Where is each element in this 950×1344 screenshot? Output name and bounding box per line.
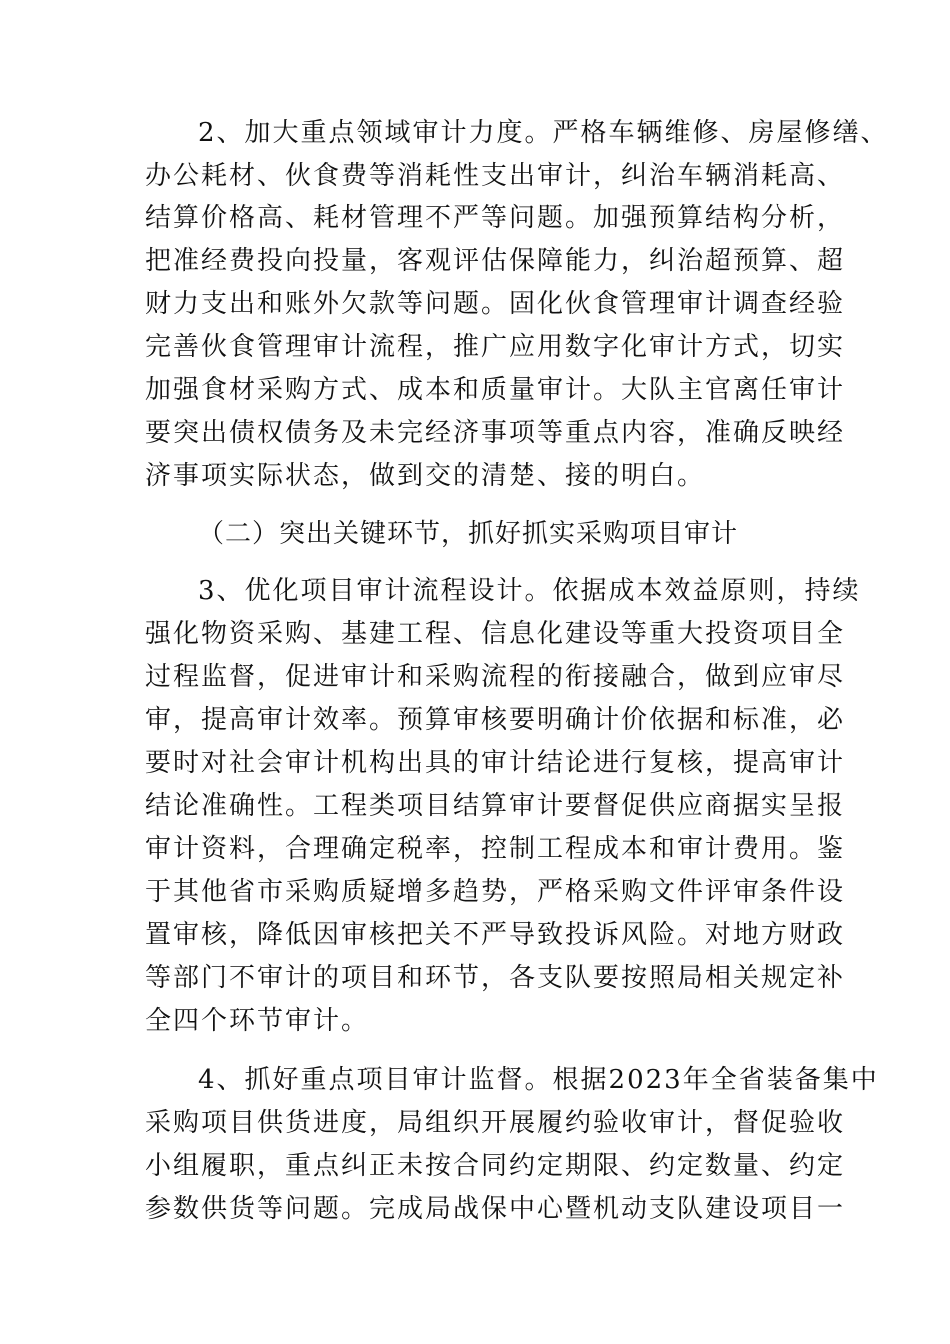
paragraph-4-line: 4、抓好重点项目审计监督。根据2023年全省装备集中	[198, 1065, 879, 1095]
paragraph-2-line: 要突出债权债务及未完经济事项等重点内容，准确反映经	[145, 418, 846, 448]
paragraph-3-line: 等部门不审计的项目和环节，各支队要按照局相关规定补	[145, 963, 846, 993]
paragraph-3-line: 审，提高审计效率。预算审核要明确计价依据和标准，必	[145, 705, 846, 735]
paragraph-2-line: 完善伙食管理审计流程，推广应用数字化审计方式，切实	[145, 332, 846, 362]
paragraph-3-line: 审计资料，合理确定税率，控制工程成本和审计费用。鉴	[145, 834, 846, 864]
paragraph-4-line: 小组履职，重点纠正未按合同约定期限、约定数量、约定	[145, 1151, 846, 1181]
paragraph-3-line: 要时对社会审计机构出具的审计结论进行复核，提高审计	[145, 748, 846, 778]
paragraph-3-line: 过程监督，促进审计和采购流程的衔接融合，做到应审尽	[145, 662, 846, 692]
paragraph-2-line: 把准经费投向投量，客观评估保障能力，纠治超预算、超	[145, 246, 846, 276]
paragraph-2-line: 办公耗材、伙食费等消耗性支出审计，纠治车辆消耗高、	[145, 161, 846, 191]
paragraph-3-line: 强化物资采购、基建工程、信息化建设等重大投资项目全	[145, 619, 846, 649]
paragraph-3-line: 置审核，降低因审核把关不严导致投诉风险。对地方财政	[145, 920, 846, 950]
paragraph-3-line: 全四个环节审计。	[145, 1006, 370, 1036]
paragraph-2-line: 2、加大重点领域审计力度。严格车辆维修、房屋修缮、	[198, 118, 889, 148]
paragraph-2-line: 加强食材采购方式、成本和质量审计。大队主官离任审计	[145, 375, 846, 405]
paragraph-3-line: 于其他省市采购质疑增多趋势，严格采购文件评审条件设	[145, 877, 846, 907]
paragraph-3-line: 3、优化项目审计流程设计。依据成本效益原则，持续	[198, 576, 861, 606]
paragraph-3-line: 结论准确性。工程类项目结算审计要督促供应商据实呈报	[145, 791, 846, 821]
paragraph-4-line: 参数供货等问题。完成局战保中心暨机动支队建设项目一	[145, 1194, 846, 1224]
paragraph-2-line: 财力支出和账外欠款等问题。固化伙食管理审计调查经验	[145, 289, 846, 319]
paragraph-2-line: 济事项实际状态，做到交的清楚、接的明白。	[145, 461, 706, 491]
paragraph-2-line: 结算价格高、耗材管理不严等问题。加强预算结构分析，	[145, 203, 846, 233]
paragraph-4-line: 采购项目供货进度，局组织开展履约验收审计，督促验收	[145, 1108, 846, 1138]
section-heading: （二）突出关键环节，抓好抓实采购项目审计	[198, 519, 739, 549]
